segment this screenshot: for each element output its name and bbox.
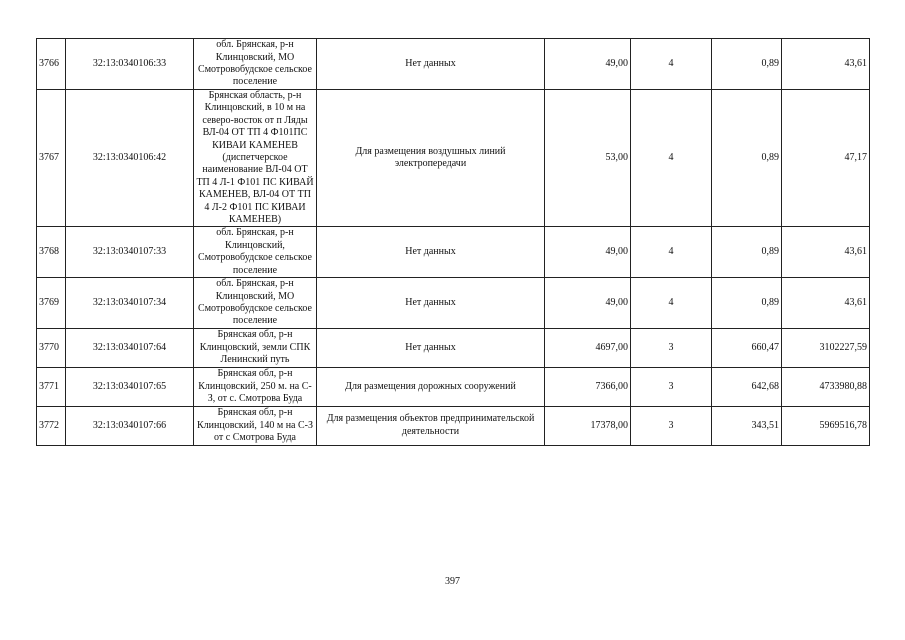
category: 4 — [631, 227, 712, 278]
permitted-use: Нет данных — [317, 227, 545, 278]
category: 3 — [631, 328, 712, 367]
cadastral-number: 32:13:0340106:42 — [66, 90, 194, 227]
land-parcels-table — [36, 38, 870, 446]
permitted-use: Для размещения дорожных сооружений — [317, 367, 545, 406]
cadastral-value: 43,61 — [782, 227, 870, 278]
category: 3 — [631, 406, 712, 445]
area: 7366,00 — [545, 367, 631, 406]
address: обл. Брянская, р-н Клинцовский, МО Смотровобудское сельское поселение — [194, 39, 317, 90]
permitted-use: Для размещения воздушных линий электропередачи — [317, 90, 545, 227]
area: 53,00 — [545, 90, 631, 227]
table-row — [37, 278, 870, 329]
category: 4 — [631, 278, 712, 329]
permitted-use: Нет данных — [317, 328, 545, 367]
rate: 0,89 — [712, 90, 782, 227]
row-number: 3771 — [37, 367, 66, 406]
category: 4 — [631, 39, 712, 90]
cadastral-value: 4733980,88 — [782, 367, 870, 406]
permitted-use: Нет данных — [317, 278, 545, 329]
rate: 0,89 — [712, 39, 782, 90]
cadastral-value: 43,61 — [782, 278, 870, 329]
address: обл. Брянская, р-н Клинцовский, Смотровобудское сельское поселение — [194, 227, 317, 278]
address: Брянская область, р-н Клинцовский, в 10 м на северо-восток от п Ляды ВЛ-04 ОТ ТП 4 Ф101ПС КИВАИ КАМЕНЕВ (диспетчерское наименование ВЛ-04 ОТ ТП 4 Л-1 Ф101 ПС КИВАЙ КАМЕНЕВ, ВЛ-04 ОТ ТП 4 Л-2 Ф101 ПС КИВАИ КАМЕНЕВ) — [194, 90, 317, 227]
address: Брянская обл, р-н Клинцовский, земли СПК Ленинский путь — [194, 328, 317, 367]
table-row — [37, 406, 870, 445]
row-number: 3767 — [37, 90, 66, 227]
area: 4697,00 — [545, 328, 631, 367]
area: 49,00 — [545, 227, 631, 278]
rate: 642,68 — [712, 367, 782, 406]
table-row — [37, 328, 870, 367]
table-row — [37, 367, 870, 406]
page-number: 397 — [445, 576, 460, 587]
area: 49,00 — [545, 39, 631, 90]
rate: 660,47 — [712, 328, 782, 367]
address: обл. Брянская, р-н Клинцовский, МО Смотровобудское сельское поселение — [194, 278, 317, 329]
rate: 343,51 — [712, 406, 782, 445]
permitted-use: Для размещения объектов предпринимательской деятельности — [317, 406, 545, 445]
row-number: 3768 — [37, 227, 66, 278]
cadastral-number: 32:13:0340107:33 — [66, 227, 194, 278]
cadastral-number: 32:13:0340106:33 — [66, 39, 194, 90]
category: 3 — [631, 367, 712, 406]
row-number: 3770 — [37, 328, 66, 367]
address: Брянская обл, р-н Клинцовский, 140 м на С-З от с Смотрова Буда — [194, 406, 317, 445]
category: 4 — [631, 90, 712, 227]
row-number: 3766 — [37, 39, 66, 90]
area: 17378,00 — [545, 406, 631, 445]
row-number: 3772 — [37, 406, 66, 445]
cadastral-value: 43,61 — [782, 39, 870, 90]
cadastral-number: 32:13:0340107:34 — [66, 278, 194, 329]
address: Брянская обл, р-н Клинцовский, 250 м. на С-З, от с. Смотрова Буда — [194, 367, 317, 406]
rate: 0,89 — [712, 227, 782, 278]
cadastral-number: 32:13:0340107:66 — [66, 406, 194, 445]
row-number: 3769 — [37, 278, 66, 329]
cadastral-value: 5969516,78 — [782, 406, 870, 445]
cadastral-number: 32:13:0340107:64 — [66, 328, 194, 367]
table-row — [37, 227, 870, 278]
cadastral-value: 47,17 — [782, 90, 870, 227]
table-row — [37, 39, 870, 90]
permitted-use: Нет данных — [317, 39, 545, 90]
table-body — [37, 39, 870, 446]
cadastral-number: 32:13:0340107:65 — [66, 367, 194, 406]
rate: 0,89 — [712, 278, 782, 329]
cadastral-value: 3102227,59 — [782, 328, 870, 367]
area: 49,00 — [545, 278, 631, 329]
table-row — [37, 90, 870, 227]
